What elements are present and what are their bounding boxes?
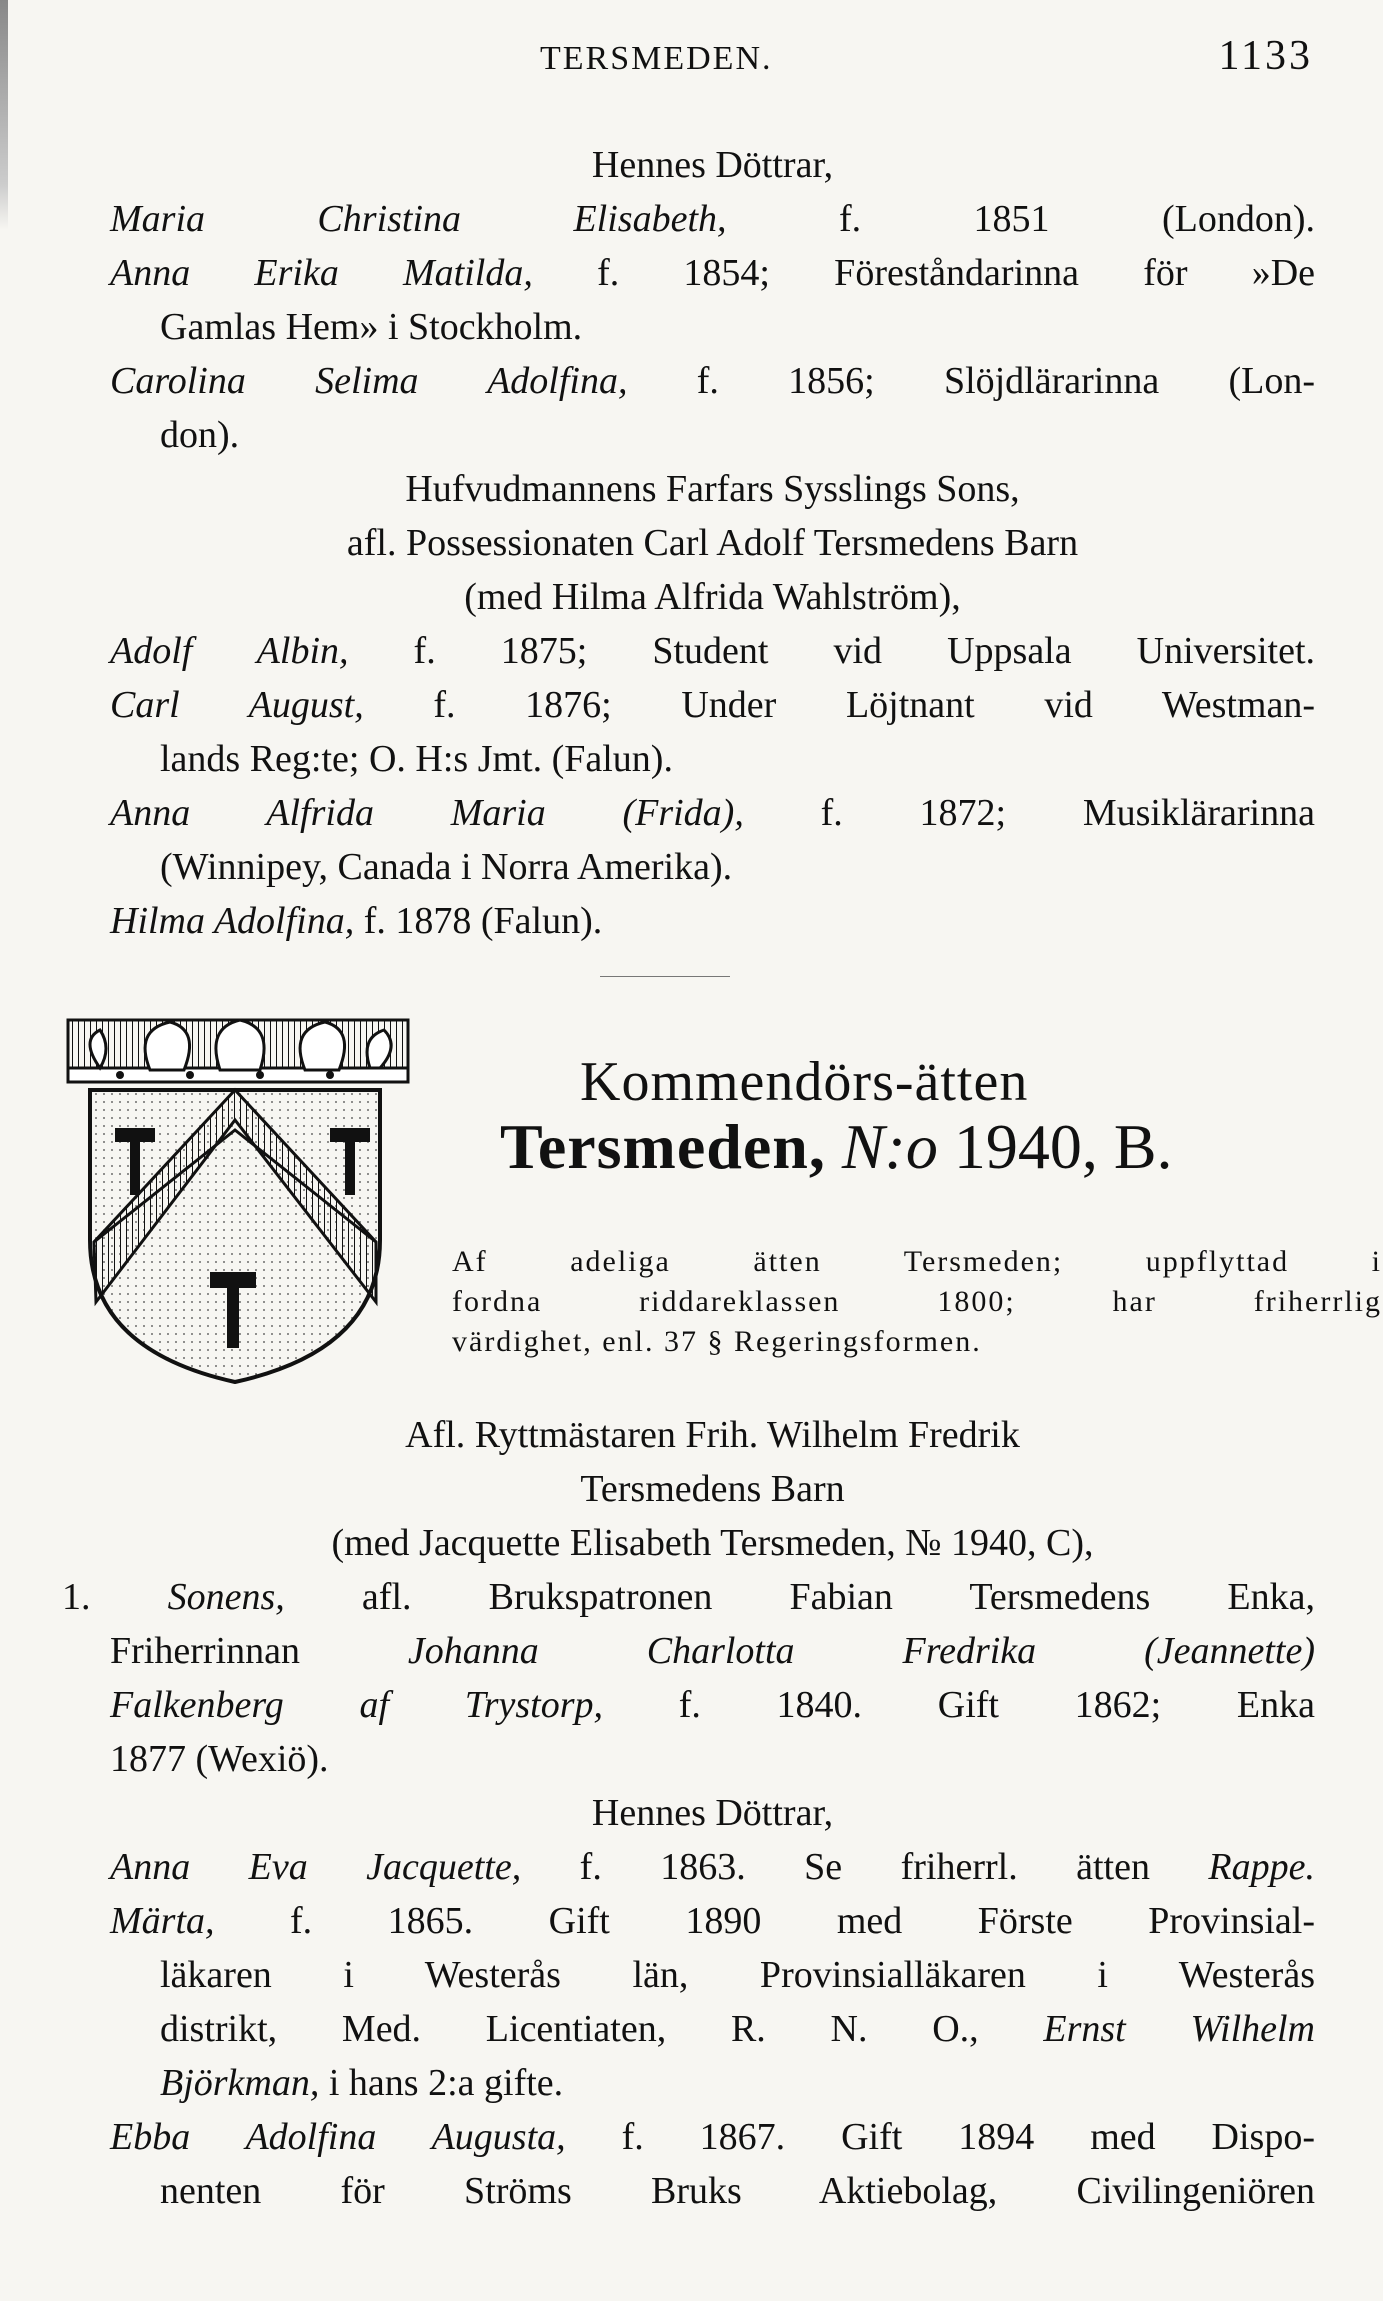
entry-line	[110, 300, 1315, 354]
entry-text: f. 1872; Musiklärarinna	[743, 792, 1315, 834]
entry-line	[110, 1840, 1315, 1894]
block-children-carl-adolf	[110, 462, 1315, 948]
entry-name: Sonens,	[167, 1576, 285, 1618]
entry-text: f. 1875; Student vid Uppsala Universitet.	[348, 630, 1315, 672]
entry-line	[110, 1624, 1315, 1678]
entry-text: lands Reg:te; O. H:s Jmt. (Falun).	[160, 738, 673, 780]
section-heading: afl. Possessionaten Carl Adolf Tersmedens Barn	[346, 522, 1079, 564]
entry-number: 1.	[62, 1576, 91, 1618]
entry-ref: Rappe.	[1208, 1846, 1315, 1888]
entry-text: distrikt, Med. Licentiaten, R. N. O.,	[160, 2008, 1044, 2050]
section-heading: Hennes Döttrar,	[591, 144, 834, 186]
entry-text: läkaren i Westerås län, Provinsialläkaren i Westerås	[160, 1954, 1315, 1996]
entry-name: Ebba Adolfina Augusta,	[110, 2116, 566, 2158]
entry-text: f. 1854; Föreståndarinna för »De	[532, 252, 1316, 294]
entry-line	[110, 1894, 1315, 1948]
entry-name: Carolina Selima Adolfina,	[110, 360, 628, 402]
entry-line	[110, 2110, 1315, 2164]
entry-line	[110, 2164, 1315, 2218]
family-number: 1940, B.	[953, 1111, 1173, 1182]
block-daughters-1	[110, 138, 1315, 462]
entry-line	[110, 732, 1315, 786]
entry-text: f. 1876; Under Löjtnant vid Westman-	[363, 684, 1315, 726]
entry-line	[110, 1678, 1315, 1732]
entry-text: nenten för Ströms Bruks Aktiebolag, Civilingeniören	[160, 2170, 1315, 2212]
section-heading: (med Jacquette Elisabeth Tersmeden, № 1940, C),	[331, 1522, 1094, 1564]
entry-line	[110, 2002, 1315, 2056]
page-number: 1133	[1218, 33, 1313, 79]
entry-text: f. 1865. Gift 1890 med Förste Provinsial-	[214, 1900, 1315, 1942]
entry-line	[110, 1732, 1315, 1786]
family-name: Tersmeden,	[500, 1111, 826, 1182]
block-children-wilhelm-fredrik	[62, 1408, 1316, 2218]
description-line: fordna riddareklassen 1800; har friherrlig	[452, 1285, 1382, 1318]
entry-line	[110, 1948, 1315, 2002]
entry-name: Carl August,	[110, 684, 364, 726]
running-title: TERSMEDEN.	[540, 40, 773, 77]
entry-text: Gamlas Hem» i Stockholm.	[160, 306, 583, 348]
entry-line	[110, 786, 1315, 840]
entry-text: f. 1878 (Falun).	[354, 900, 603, 942]
entry-line	[110, 192, 1315, 246]
entry-text: don).	[160, 414, 240, 456]
section-heading: (med Hilma Alfrida Wahlström),	[464, 576, 961, 618]
entry-line	[110, 246, 1315, 300]
entry-text: Friherrinnan	[110, 1630, 408, 1672]
coat-of-arms-icon	[60, 1010, 420, 1390]
family-name-line	[500, 1110, 1173, 1184]
entry-line	[110, 408, 1315, 462]
entry-text: f. 1856; Slöjdlärarinna (Lon-	[627, 360, 1315, 402]
section-divider	[600, 976, 730, 977]
entry-text: f. 1863. Se friherrl. ätten	[521, 1846, 1209, 1888]
entry-line	[110, 624, 1315, 678]
family-description	[452, 1242, 1382, 1362]
entry-text: f. 1840. Gift 1862; Enka	[603, 1684, 1315, 1726]
entry-text: afl. Brukspatronen Fabian Tersmedens Enka,	[284, 1576, 1316, 1618]
running-header	[110, 28, 1313, 88]
entry-name: Falkenberg af Trystorp,	[110, 1684, 604, 1726]
entry-name: Ernst Wilhelm	[1043, 2008, 1315, 2050]
entry-line	[62, 1570, 1315, 1624]
entry-text: (Winnipey, Canada i Norra Amerika).	[160, 846, 733, 888]
description-line: Af adeliga ätten Tersmeden; uppflyttad i	[452, 1245, 1382, 1278]
entry-name: Anna Alfrida Maria (Frida),	[110, 792, 744, 834]
family-number-label: N:o	[841, 1111, 938, 1182]
entry-name: Adolf Albin,	[110, 630, 349, 672]
family-title: Kommendörs-ätten	[580, 1051, 1029, 1113]
entry-line	[110, 678, 1315, 732]
section-heading: Tersmedens Barn	[580, 1468, 845, 1510]
section-heading: Hufvudmannens Farfars Sysslings Sons,	[405, 468, 1020, 510]
entry-line	[110, 354, 1315, 408]
entry-line	[110, 840, 1315, 894]
entry-name: Maria Christina Elisabeth,	[110, 198, 727, 240]
entry-text: i hans 2:a gifte.	[319, 2062, 564, 2104]
entry-text: 1877 (Wexiö).	[110, 1738, 329, 1780]
entry-line	[110, 2056, 1315, 2110]
family-section-header	[60, 1010, 1382, 1400]
section-heading: Hennes Döttrar,	[591, 1792, 834, 1834]
section-heading: Afl. Ryttmästaren Frih. Wilhelm Fredrik	[405, 1414, 1020, 1456]
entry-name: Björkman,	[160, 2062, 320, 2104]
entry-name: Johanna Charlotta Fredrika (Jeannette)	[407, 1630, 1315, 1672]
entry-name: Anna Eva Jacquette,	[110, 1846, 522, 1888]
page-edge-shadow	[0, 0, 8, 230]
entry-name: Anna Erika Matilda,	[110, 252, 533, 294]
entry-text: f. 1867. Gift 1894 med Dispo-	[565, 2116, 1316, 2158]
entry-name: Hilma Adolfina,	[110, 900, 355, 942]
entry-text: f. 1851 (London).	[726, 198, 1315, 240]
entry-name: Märta,	[110, 1900, 215, 1942]
description-line: värdighet, enl. 37 § Regeringsformen.	[452, 1325, 982, 1358]
entry-line	[110, 894, 1315, 948]
